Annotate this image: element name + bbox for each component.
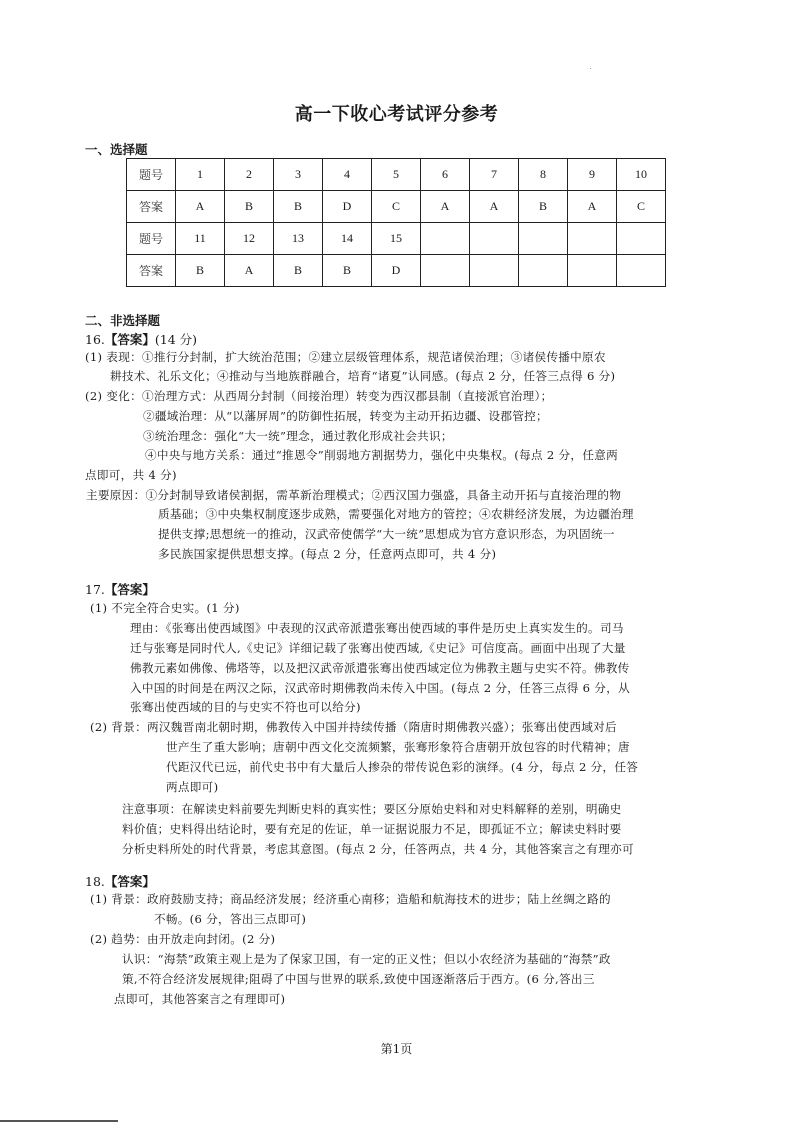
question-number: 16. xyxy=(85,332,105,347)
answer-cell: B xyxy=(519,191,568,223)
row-label: 题号 xyxy=(127,159,176,191)
answer-line: ③统治理念：强化“大一统”理念，通过教化形成社会共识； xyxy=(143,429,453,443)
answer-cell: B xyxy=(274,255,323,287)
answer-cell: 14 xyxy=(323,223,372,255)
answer-line: (2) 趋势：由开放走向封闭。(2 分) xyxy=(90,932,276,946)
question-18-header xyxy=(85,872,155,890)
answer-line: (1) 不完全符合史实。(1 分) xyxy=(90,601,240,615)
answer-line: 多民族国家提供思想支撑。(每点 2 分，任意两点即可，共 4 分) xyxy=(158,547,497,561)
answer-line: ②疆域治理：从“以藩屏周”的防御性拓展，转变为主动开拓边疆、设郡管控； xyxy=(143,409,548,423)
answer-line: 点即可，共 4 分) xyxy=(85,468,177,482)
answer-line: 策,不符合经济发展规律;阻碍了中国与世界的联系,致使中国逐渐落后于西方。(6 分,答出三 xyxy=(122,972,595,986)
answer-line: 张骞出使西域的目的与史实不符也可以给分) xyxy=(130,700,361,714)
answer-cell: 8 xyxy=(519,159,568,191)
answer-line: 质基础；③中央集权制度逐步成熟，需要强化对地方的管控；④农耕经济发展，为边疆治理 xyxy=(158,507,634,521)
answer-cell xyxy=(470,223,519,255)
answer-line: 迁与张骞是同时代人,《史记》详细记载了张骞出使西域,《史记》可信度高。画面中出现了大量 xyxy=(130,641,626,655)
answer-table-row xyxy=(127,255,666,287)
answer-line: 主要原因：①分封制导致诸侯割据，需革新治理模式；②西汉国力强盛，具备主动开拓与直接治理的物 xyxy=(86,488,622,502)
answer-cell: A xyxy=(225,255,274,287)
answer-line: 点即可，其他答案言之有理即可) xyxy=(114,992,286,1006)
answer-table-row xyxy=(127,191,666,223)
answer-line: 理由：《张骞出使西域图》中表现的汉武帝派遣张骞出使西域的事件是历史上真实发生的。司马 xyxy=(130,621,624,635)
answer-line: 注意事项：在解读史料前要先判断史料的真实性；要区分原始史料和对史料解释的差别，明确史 xyxy=(122,802,622,816)
answer-cell: 5 xyxy=(372,159,421,191)
answer-cell: B xyxy=(274,191,323,223)
question-16-header xyxy=(85,330,197,348)
answer-line: 佛教元素如佛像、佛塔等，以及把汉武帝派遣张骞出使西域定位为佛教主题与史实不符。佛教传 xyxy=(130,661,630,675)
answer-line: (1) 背景：政府鼓励支持；商品经济发展；经济重心南移；造船和航海技术的进步；陆上丝绸之路的 xyxy=(90,892,611,906)
answer-line: (1) 表现：①推行分封制，扩大统治范围；②建立层级管理体系，规范诸侯治理；③诸侯传播中原农 xyxy=(85,350,606,364)
answer-cell: 9 xyxy=(568,159,617,191)
answer-cell xyxy=(421,255,470,287)
answer-line: 两点即可) xyxy=(166,780,219,794)
answer-line: 入中国的时间是在两汉之际，汉武帝时期佛教尚未传入中国。(每点 2 分，任答三点得 6 分，从 xyxy=(130,681,630,695)
answer-cell: 7 xyxy=(470,159,519,191)
answer-line: 提供支撑;思想统一的推动，汉武帝使儒学“大一统”思想成为官方意识形态，为巩固统一 xyxy=(158,527,615,541)
answer-cell: C xyxy=(617,191,666,223)
answer-line: 分析史料所处的时代背景，考虑其意图。(每点 2 分，任答两点，共 4 分，其他答案言之有理亦可 xyxy=(122,842,634,856)
answer-line: 不畅。(6 分，答出三点即可) xyxy=(154,912,307,926)
answer-cell: 12 xyxy=(225,223,274,255)
page-title: 高一下收心考试评分参考 xyxy=(294,104,499,125)
answer-line: (2) 变化：①治理方式：从西周分封制（间接治理）转变为西汉郡县制（直接派官治理）； xyxy=(85,389,553,403)
answer-cell: B xyxy=(176,255,225,287)
answer-line: ④中央与地方关系：通过“推恩令”削弱地方割据势力，强化中央集权。(每点 2 分，任意两 xyxy=(145,448,618,462)
question-number: 17. xyxy=(85,582,105,597)
answer-cell xyxy=(519,223,568,255)
answer-line: 认识：“海禁”政策主观上是为了保家卫国，有一定的正义性；但以小农经济为基础的“海禁”政 xyxy=(122,952,611,966)
row-label: 答案 xyxy=(127,255,176,287)
answer-cell: A xyxy=(568,191,617,223)
answer-cell: 4 xyxy=(323,159,372,191)
question-17-header xyxy=(85,580,155,598)
answer-line: (2) 背景：两汉魏晋南北朝时期，佛教传入中国并持续传播（隋唐时期佛教兴盛）；张骞出使西域对后 xyxy=(90,720,617,734)
answer-cell xyxy=(470,255,519,287)
answer-line: 耕技术、礼乐文化；④推动与当地族群融合，培育“诸夏”认同感。(每点 2 分，任答三点得 6 分) xyxy=(110,369,616,383)
answer-cell: B xyxy=(225,191,274,223)
page-number: 第1页 xyxy=(380,1042,413,1056)
answer-cell: 11 xyxy=(176,223,225,255)
answer-table xyxy=(126,158,666,287)
answer-cell: 3 xyxy=(274,159,323,191)
answer-cell: 2 xyxy=(225,159,274,191)
answer-cell xyxy=(617,255,666,287)
answer-cell: A xyxy=(421,191,470,223)
answer-cell: D xyxy=(323,191,372,223)
answer-cell xyxy=(421,223,470,255)
answer-cell: 10 xyxy=(617,159,666,191)
row-label: 题号 xyxy=(127,223,176,255)
answer-cell xyxy=(568,223,617,255)
row-label: 答案 xyxy=(127,191,176,223)
answer-line: 代距汉代已远，前代史书中有大量后人掺杂的带传说色彩的演绎。(4 分，每点 2 分，任答 xyxy=(166,760,639,774)
answer-cell xyxy=(519,255,568,287)
answer-line: 世产生了重大影响；唐朝中西文化交流频繁，张骞形象符合唐朝开放包容的时代精神；唐 xyxy=(166,740,630,754)
answer-cell: 1 xyxy=(176,159,225,191)
answer-tag: 【答案】 xyxy=(104,582,155,597)
answer-cell: 15 xyxy=(372,223,421,255)
answer-cell: A xyxy=(176,191,225,223)
answer-cell: A xyxy=(470,191,519,223)
answer-table-row xyxy=(127,223,666,255)
answer-tag: 【答案】 xyxy=(104,332,155,347)
answer-table-row xyxy=(127,159,666,191)
question-score: (14 分) xyxy=(154,332,198,347)
answer-cell: 6 xyxy=(421,159,470,191)
section-heading-choice: 一、选择题 xyxy=(85,142,148,157)
answer-tag: 【答案】 xyxy=(104,874,155,889)
answer-cell xyxy=(568,255,617,287)
answer-cell xyxy=(617,223,666,255)
question-number: 18. xyxy=(85,874,105,889)
answer-line: 料价值；史料得出结论时，要有充足的佐证，单一证据说服力不足，即孤证不立；解读史料时要 xyxy=(122,822,622,836)
answer-cell: B xyxy=(323,255,372,287)
answer-cell: D xyxy=(372,255,421,287)
scan-speck xyxy=(590,68,591,69)
answer-cell: C xyxy=(372,191,421,223)
section-heading-nonchoice: 二、非选择题 xyxy=(85,313,161,328)
answer-cell: 13 xyxy=(274,223,323,255)
